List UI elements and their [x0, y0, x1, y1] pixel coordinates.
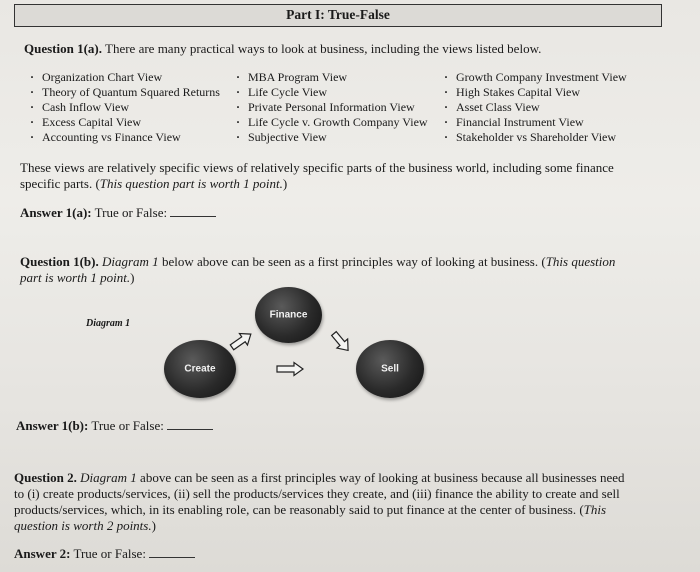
question-1b-label: Question 1(b). — [20, 254, 99, 269]
question-1b-line1 — [20, 254, 680, 270]
body-text: specific parts. ( — [20, 176, 100, 191]
answer-1a-label: Answer 1(a): — [20, 205, 92, 220]
answer-2-label: Answer 2: — [14, 546, 71, 561]
question-2-prompt — [14, 470, 684, 534]
view-item: · Theory of Quantum Squared Returns — [30, 85, 220, 100]
answer-2 — [14, 546, 195, 562]
answer-2-text: True or False: — [73, 546, 146, 561]
view-item: · Accounting vs Finance View — [30, 130, 220, 145]
view-item: · Organization Chart View — [30, 70, 220, 85]
diagram-label: Diagram 1 — [86, 318, 131, 329]
view-item: · Life Cycle View — [236, 85, 428, 100]
question-2-line4 — [14, 518, 684, 534]
view-item: · Excess Capital View — [30, 115, 220, 130]
view-item: · High Stakes Capital View — [444, 85, 627, 100]
body-text: above can be seen as a first principles way of looking at business because all businesses need — [140, 470, 625, 485]
arrow-finance-to-sell-icon — [328, 330, 354, 354]
create-node-label: Create — [184, 363, 216, 375]
points-note: This question — [545, 254, 616, 269]
diagram-ref: Diagram 1 — [80, 470, 137, 485]
section-header — [14, 4, 662, 27]
points-note: This — [583, 502, 607, 517]
arrow-create-to-sell-icon — [275, 361, 305, 377]
points-note: question is worth 2 points. — [14, 518, 152, 533]
question-1a-text: There are many practical ways to look at business, including the views listed below. — [105, 41, 542, 56]
answer-1a-text: True or False: — [94, 205, 168, 220]
views-column-3 — [444, 70, 627, 145]
views-column-1 — [30, 70, 220, 145]
view-item: · Asset Class View — [444, 100, 627, 115]
view-item: · Stakeholder vs Shareholder View — [444, 130, 627, 145]
answer-1a-blank[interactable] — [170, 216, 216, 217]
view-item: · Financial Instrument View — [444, 115, 627, 130]
finance-node — [255, 287, 322, 343]
view-item: · Private Personal Information View — [236, 100, 428, 115]
question-1a-body-line1: These views are relatively specific views of relatively specific parts of the business world, including some finance — [20, 160, 614, 175]
question-1b-prompt — [20, 254, 680, 286]
body-text: ) — [130, 270, 135, 285]
question-1b-line2 — [20, 270, 680, 286]
answer-1b-label: Answer 1(b): — [16, 418, 89, 433]
section-title: Part I: True-False — [286, 7, 390, 22]
body-text: ) — [282, 176, 288, 191]
answer-2-blank[interactable] — [149, 557, 195, 558]
arrow-create-to-finance-icon — [226, 330, 256, 352]
question-2-line3 — [14, 502, 684, 518]
answer-1b — [16, 418, 213, 434]
points-note: This question part is worth 1 point. — [99, 176, 283, 191]
view-item: · Growth Company Investment View — [444, 70, 627, 85]
question-2-line1 — [14, 470, 684, 486]
question-1a-label: Question 1(a). — [24, 41, 102, 56]
view-item: · MBA Program View — [236, 70, 428, 85]
views-column-2 — [236, 70, 428, 145]
answer-1b-text: True or False: — [91, 418, 164, 433]
question-1a-prompt — [24, 41, 541, 57]
body-text: ) — [151, 518, 156, 533]
finance-node-label: Finance — [269, 309, 308, 321]
view-item: · Cash Inflow View — [30, 100, 220, 115]
body-text: below above can be seen as a first principles way of looking at business. ( — [161, 254, 546, 269]
answer-1b-blank[interactable] — [167, 429, 213, 430]
sell-node — [356, 340, 424, 398]
view-item: · Life Cycle v. Growth Company View — [236, 115, 428, 130]
question-1a-body-line2 — [20, 176, 680, 192]
points-note: part is worth 1 point. — [20, 270, 131, 285]
sell-node-label: Sell — [381, 363, 399, 375]
question-1a-body — [20, 160, 680, 192]
question-2-label: Question 2. — [14, 470, 77, 485]
diagram-ref: Diagram 1 — [101, 254, 159, 269]
answer-1a — [20, 205, 216, 221]
question-2-line2: to (i) create products/services, (ii) sell the products/services they create, and (iii) finance the ability to create and sell — [14, 486, 620, 501]
view-item: · Subjective View — [236, 130, 428, 145]
body-text: products/services, which, in its enabling role, can be reasonably said to put finance at the center of business. ( — [14, 502, 584, 517]
